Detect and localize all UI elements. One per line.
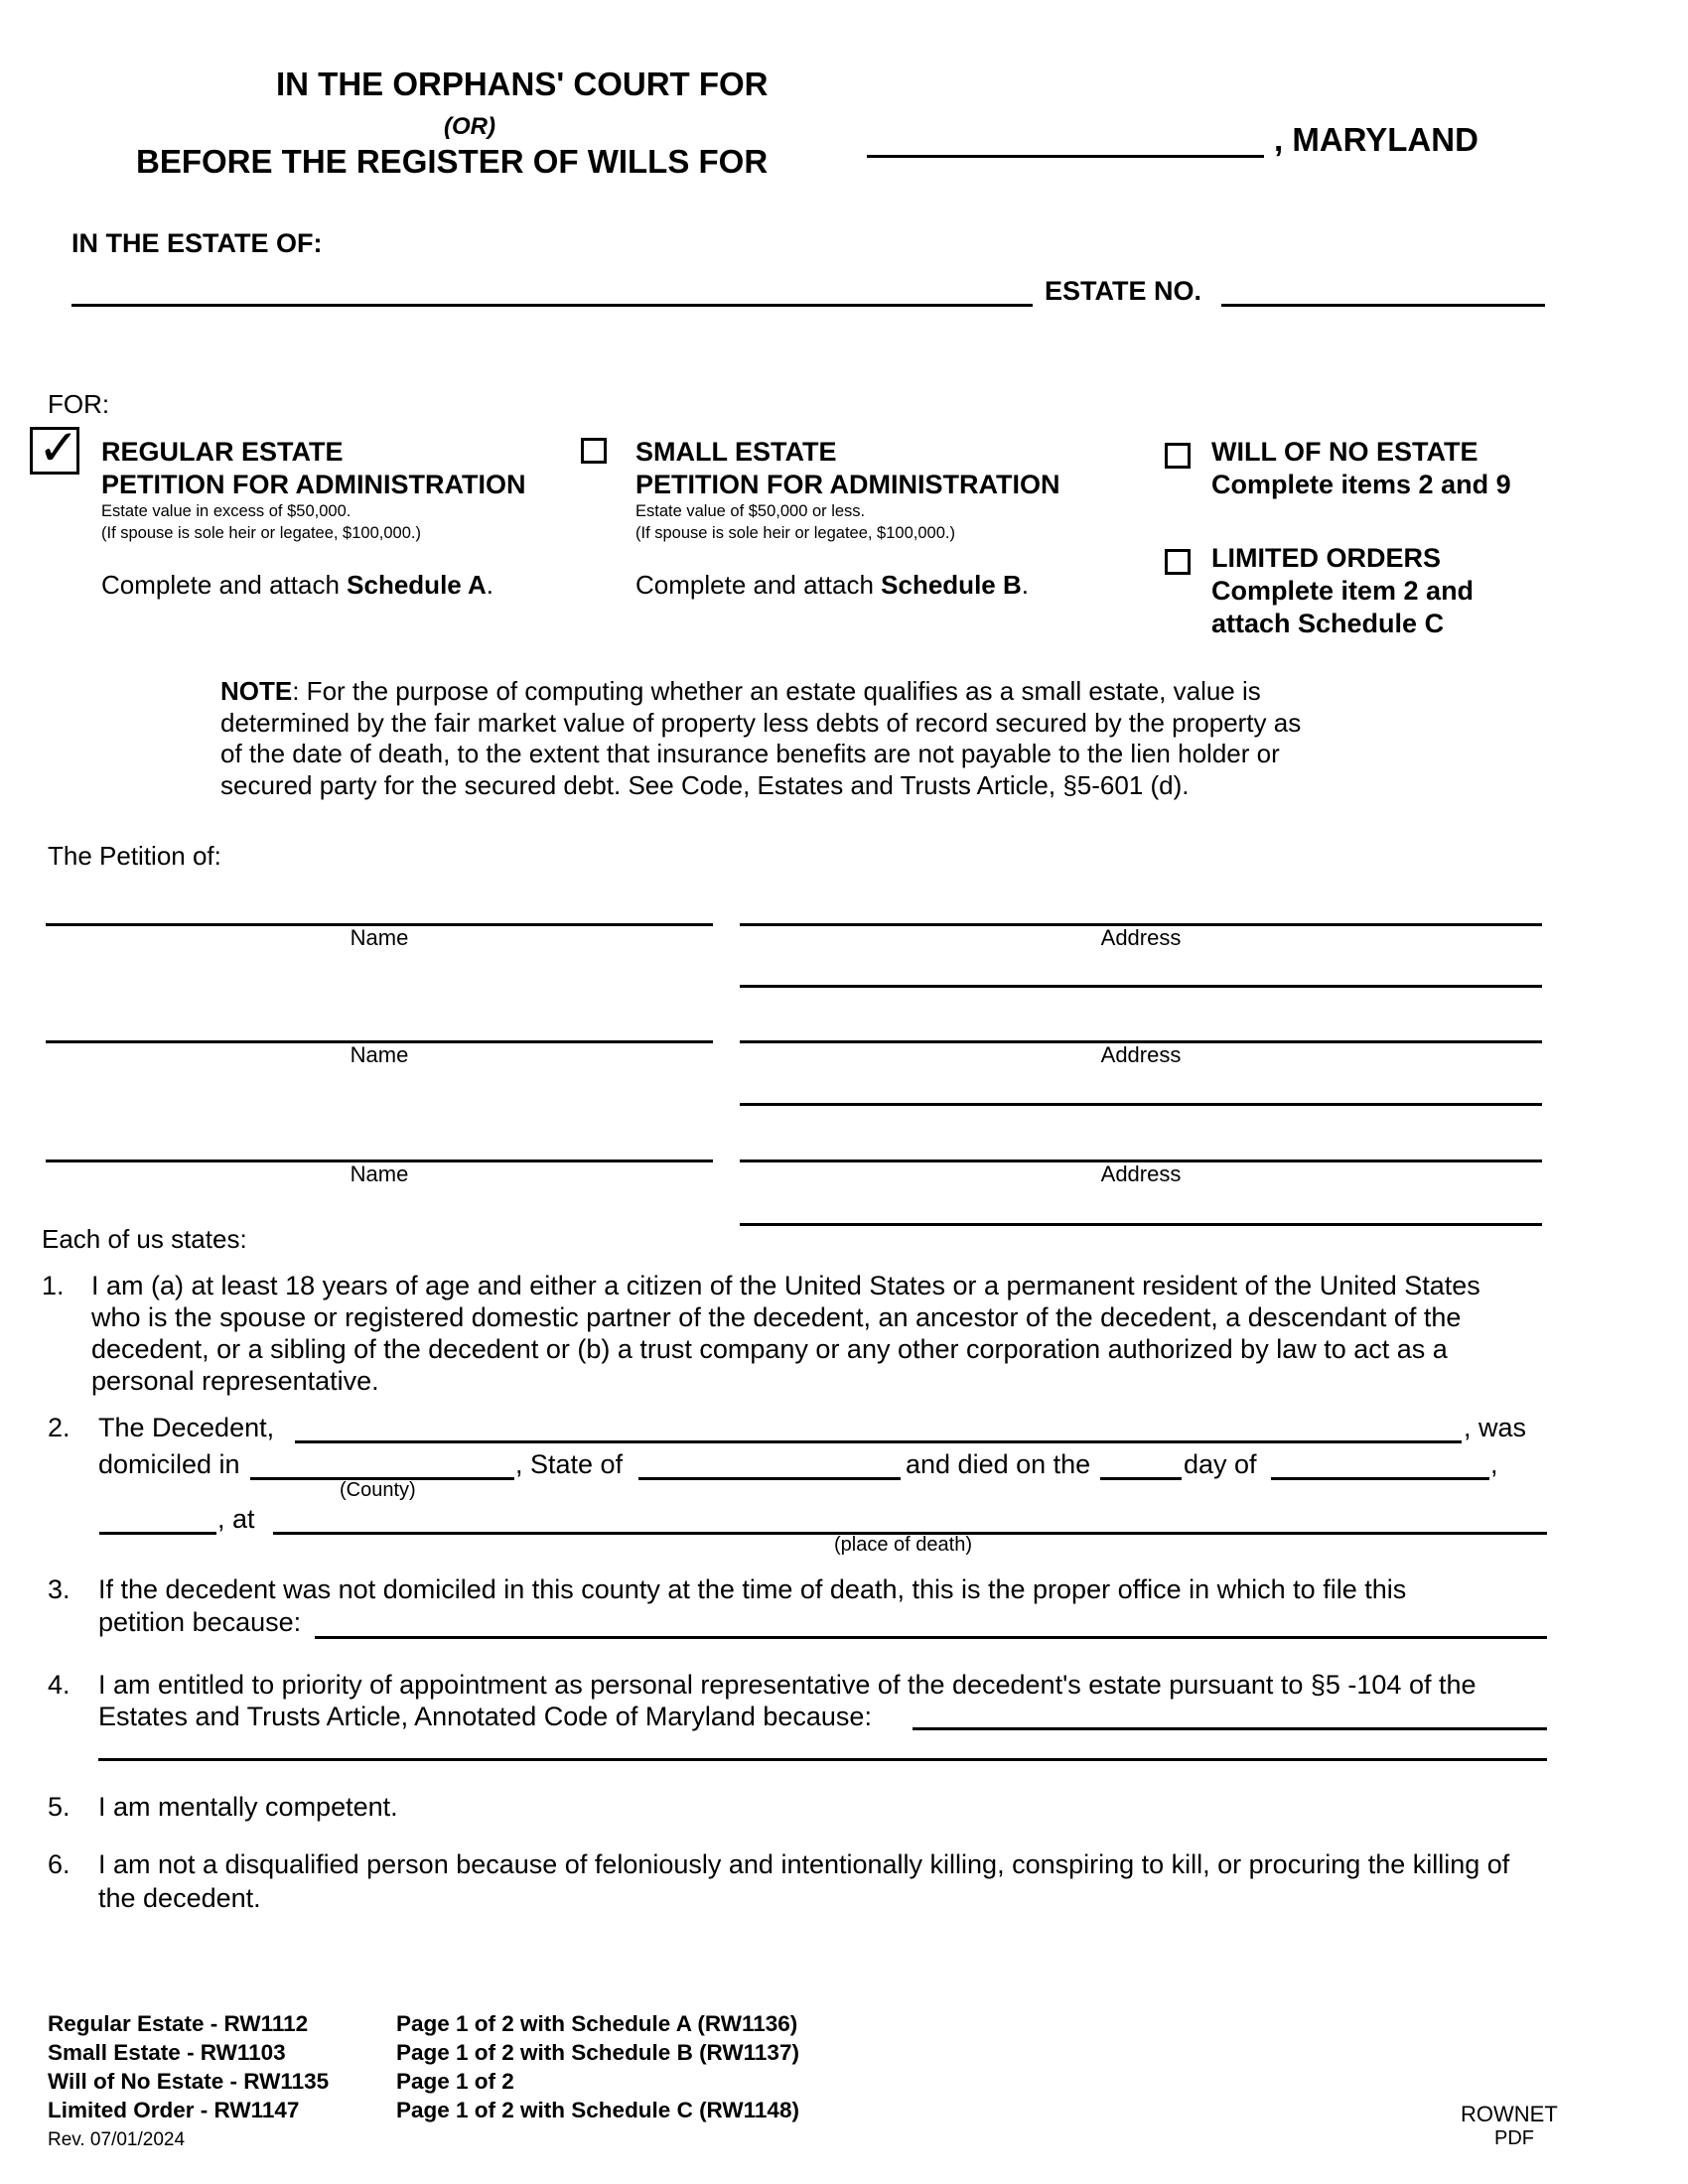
item-2-day-of: day of	[1184, 1449, 1257, 1479]
small-estate-checkbox[interactable]	[581, 438, 607, 464]
note-line1	[220, 676, 1261, 707]
item-2-decedent-label: The Decedent,	[98, 1413, 275, 1442]
footer-pages-regular: Page 1 of 2 with Schedule A (RW1136)	[396, 2011, 798, 2036]
petition-intro: The Petition of:	[48, 841, 221, 871]
item-2-was: , was	[1464, 1413, 1527, 1442]
item-1-number: 1.	[42, 1271, 65, 1300]
period: .	[486, 570, 494, 600]
small-estate-title: SMALL ESTATE	[635, 437, 837, 467]
proper-office-reason-field[interactable]	[315, 1636, 1547, 1639]
address-label: Address	[1100, 1042, 1182, 1067]
attach-text: Complete and attach	[635, 570, 882, 600]
death-month-field[interactable]	[1271, 1477, 1489, 1480]
estate-name-field[interactable]	[71, 304, 1033, 307]
item-3-line2: petition because:	[98, 1607, 302, 1637]
court-title-line1: IN THE ORPHANS' COURT FOR	[276, 66, 769, 102]
item-2-at: , at	[217, 1504, 255, 1534]
schedule-b: Schedule B	[881, 570, 1022, 600]
death-day-field[interactable]	[1100, 1477, 1182, 1480]
note-line3: of the date of death, to the extent that insurance benefits are not payable to the lien holder or	[220, 739, 1280, 768]
footer-pages-small: Page 1 of 2 with Schedule B (RW1137)	[396, 2040, 799, 2065]
revision-date: Rev. 07/01/2024	[48, 2129, 186, 2150]
note-text1: : For the purpose of computing whether an estate qualifies as a small estate, value is	[292, 676, 1261, 706]
item-2-comma: ,	[1490, 1449, 1498, 1479]
small-estate-attach	[635, 570, 1029, 601]
place-of-death-label: (place of death)	[834, 1534, 972, 1556]
regular-estate-title: REGULAR ESTATE	[101, 437, 344, 467]
regular-estate-note1: Estate value in excess of $50,000.	[101, 502, 352, 520]
item-2-died: and died on the	[906, 1449, 1091, 1479]
item-6-line2: the decedent.	[98, 1883, 261, 1913]
estate-no-label: ESTATE NO.	[1045, 276, 1202, 306]
item-4-number: 4.	[48, 1670, 70, 1700]
will-no-estate-title: WILL OF NO ESTATE	[1211, 437, 1478, 467]
item-1-line4: personal representative.	[91, 1366, 379, 1396]
will-no-estate-checkbox[interactable]	[1165, 443, 1191, 469]
footer-form-limited: Limited Order - RW1147	[48, 2098, 300, 2122]
item-4-line2: Estates and Trusts Article, Annotated Code of Maryland because:	[98, 1702, 872, 1731]
attach-text: Complete and attach	[101, 570, 348, 600]
county-label: (County)	[340, 1479, 416, 1501]
regular-estate-subtitle: PETITION FOR ADMINISTRATION	[101, 470, 526, 499]
for-label: FOR:	[48, 389, 110, 419]
limited-orders-checkbox[interactable]	[1165, 549, 1191, 575]
court-title-line2: BEFORE THE REGISTER OF WILLS FOR	[136, 143, 769, 180]
estate-no-field[interactable]	[1221, 304, 1545, 307]
footer-pages-will: Page 1 of 2	[396, 2069, 514, 2094]
priority-reason-field[interactable]	[913, 1727, 1547, 1730]
note-line2: determined by the fair market value of property less debts of record secured by the property as	[220, 708, 1302, 738]
item-2-domiciled: domiciled in	[98, 1449, 240, 1479]
item-3-line1: If the decedent was not domiciled in this county at the time of death, this is the proper office in which to file this	[98, 1574, 1407, 1604]
regular-estate-attach	[101, 570, 493, 601]
decedent-name-field[interactable]	[295, 1440, 1462, 1443]
regular-estate-note2: (If spouse is sole heir or legatee, $100,000.)	[101, 524, 421, 542]
name-label: Name	[350, 1161, 409, 1186]
item-1-line2: who is the spouse or registered domestic partner of the decedent, an ancestor of the decedent, a descendant of the	[91, 1302, 1462, 1332]
note-label: NOTE	[220, 676, 293, 706]
petitioner-1-address-line2[interactable]	[740, 985, 1542, 988]
item-4-line1: I am entitled to priority of appointment as personal representative of the decedent's estate pursuant to §5 -104 of the	[98, 1670, 1477, 1700]
item-2-state-of: , State of	[515, 1449, 624, 1479]
state-field[interactable]	[638, 1477, 901, 1480]
address-label: Address	[1100, 925, 1182, 950]
footer-pages-limited: Page 1 of 2 with Schedule C (RW1148)	[396, 2098, 799, 2122]
county-field[interactable]	[867, 155, 1264, 158]
note-line4: secured party for the secured debt. See Code, Estates and Trusts Article, §5-601 (d).	[220, 770, 1190, 800]
address-label: Address	[1100, 1161, 1182, 1186]
checkmark-icon: ✓	[38, 419, 79, 477]
schedule-a: Schedule A	[347, 570, 487, 600]
or-label: (OR)	[444, 113, 495, 140]
item-2-number: 2.	[48, 1413, 70, 1442]
item-1-line1: I am (a) at least 18 years of age and either a citizen of the United States or a permanent resident of the United States	[91, 1271, 1480, 1300]
petitioner-2-address-line2[interactable]	[740, 1103, 1542, 1106]
footer-form-regular: Regular Estate - RW1112	[48, 2011, 309, 2036]
item-6-number: 6.	[48, 1849, 70, 1879]
small-estate-note2: (If spouse is sole heir or legatee, $100,000.)	[635, 524, 955, 542]
regular-estate-checkbox[interactable]	[30, 419, 79, 477]
each-states: Each of us states:	[42, 1224, 247, 1254]
death-year-field[interactable]	[99, 1532, 216, 1535]
petitioner-3-address-line2[interactable]	[740, 1223, 1542, 1226]
state-label: , MARYLAND	[1274, 121, 1478, 158]
item-1-line3: decedent, or a sibling of the decedent or (b) a trust company or any other corporation authorized by law to act as a	[91, 1334, 1448, 1364]
item-5-number: 5.	[48, 1792, 70, 1822]
will-no-estate-instructions: Complete items 2 and 9	[1211, 470, 1511, 499]
name-label: Name	[350, 1042, 409, 1067]
footer-form-small: Small Estate - RW1103	[48, 2040, 286, 2065]
footer-form-will: Will of No Estate - RW1135	[48, 2069, 330, 2094]
limited-orders-title: LIMITED ORDERS	[1211, 543, 1442, 573]
period: .	[1021, 570, 1029, 600]
item-6-line1: I am not a disqualified person because of feloniously and intentionally killing, conspiring to kill, or procuring the killing of	[98, 1849, 1510, 1879]
item-3-number: 3.	[48, 1574, 70, 1604]
small-estate-note1: Estate value of $50,000 or less.	[635, 502, 866, 520]
priority-reason-line2[interactable]	[98, 1758, 1547, 1761]
small-estate-subtitle: PETITION FOR ADMINISTRATION	[635, 470, 1060, 499]
item-5-text: I am mentally competent.	[98, 1792, 398, 1822]
limited-orders-line3: attach Schedule C	[1211, 609, 1445, 638]
pdf-label: PDF	[1494, 2127, 1534, 2149]
limited-orders-line2: Complete item 2 and	[1211, 576, 1475, 606]
estate-of-label: IN THE ESTATE OF:	[71, 228, 323, 258]
name-label: Name	[350, 925, 409, 950]
rownet-label: ROWNET	[1461, 2102, 1558, 2126]
